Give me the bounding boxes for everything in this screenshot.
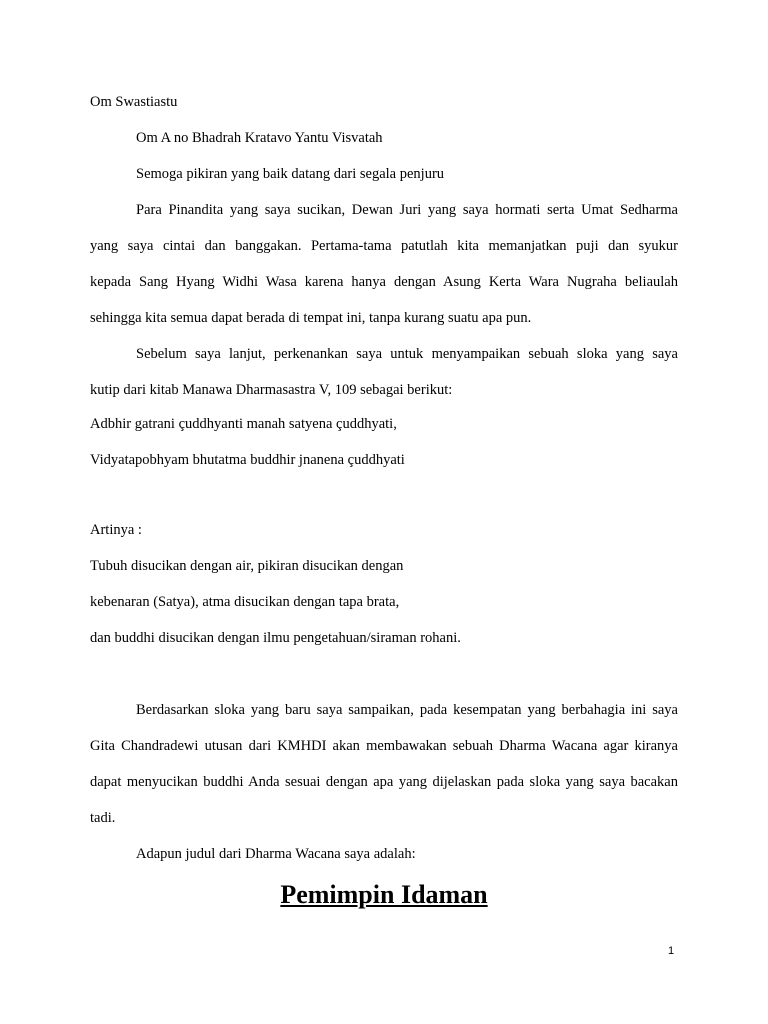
meaning-line-3: dan buddhi disucikan dengan ilmu pengetahuan/siraman rohani. — [90, 630, 461, 646]
para4: Adapun judul dari Dharma Wacana saya adalah: — [136, 846, 416, 862]
meaning-line-2: kebenaran (Satya), atma disucikan dengan tapa brata, — [90, 594, 400, 610]
para3-line-2: Gita Chandradewi utusan dari KMHDI akan membawakan sebuah Dharma Wacana agar kiranya — [90, 738, 678, 754]
para1-line-3: kepada Sang Hyang Widhi Wasa karena hanya dengan Asung Kerta Wara Nugraha beliaulah — [90, 274, 678, 290]
greeting: Om Swastiastu — [90, 94, 178, 110]
para1-line-4: sehingga kita semua dapat berada di tempat ini, tanpa kurang suatu apa pun. — [90, 310, 532, 326]
mantra: Om A no Bhadrah Kratavo Yantu Visvatah — [136, 130, 383, 146]
para2-line-1: Sebelum saya lanjut, perkenankan saya untuk menyampaikan sebuah sloka yang saya — [136, 346, 678, 362]
meaning-line-1: Tubuh disucikan dengan air, pikiran disucikan dengan — [90, 558, 404, 574]
sloka-line-1: Adbhir gatrani çuddhyanti manah satyena çuddhyati, — [90, 416, 397, 432]
page-number: 1 — [668, 945, 675, 957]
para2-line-2: kutip dari kitab Manawa Dharmasastra V, 109 sebagai berikut: — [90, 382, 453, 398]
para3-line-4: tadi. — [90, 810, 116, 826]
para3-line-3: dapat menyucikan buddhi Anda sesuai dengan apa yang dijelaskan pada sloka yang saya bacakan — [90, 774, 678, 790]
para1-line-2: yang saya cintai dan banggakan. Pertama-tama patutlah kita memanjatkan puji dan syukur — [90, 238, 678, 254]
para1-line-1: Para Pinandita yang saya sucikan, Dewan Juri yang saya hormati serta Umat Sedharma — [136, 202, 678, 218]
meaning-label: Artinya : — [90, 522, 142, 538]
speech-title: Pemimpin Idaman — [280, 880, 488, 909]
para3-line-1: Berdasarkan sloka yang baru saya sampaikan, pada kesempatan yang berbahagia ini saya — [136, 702, 678, 718]
mantra-meaning: Semoga pikiran yang baik datang dari segala penjuru — [136, 166, 445, 182]
sloka-line-2: Vidyatapobhyam bhutatma buddhir jnanena çuddhyati — [90, 452, 405, 468]
